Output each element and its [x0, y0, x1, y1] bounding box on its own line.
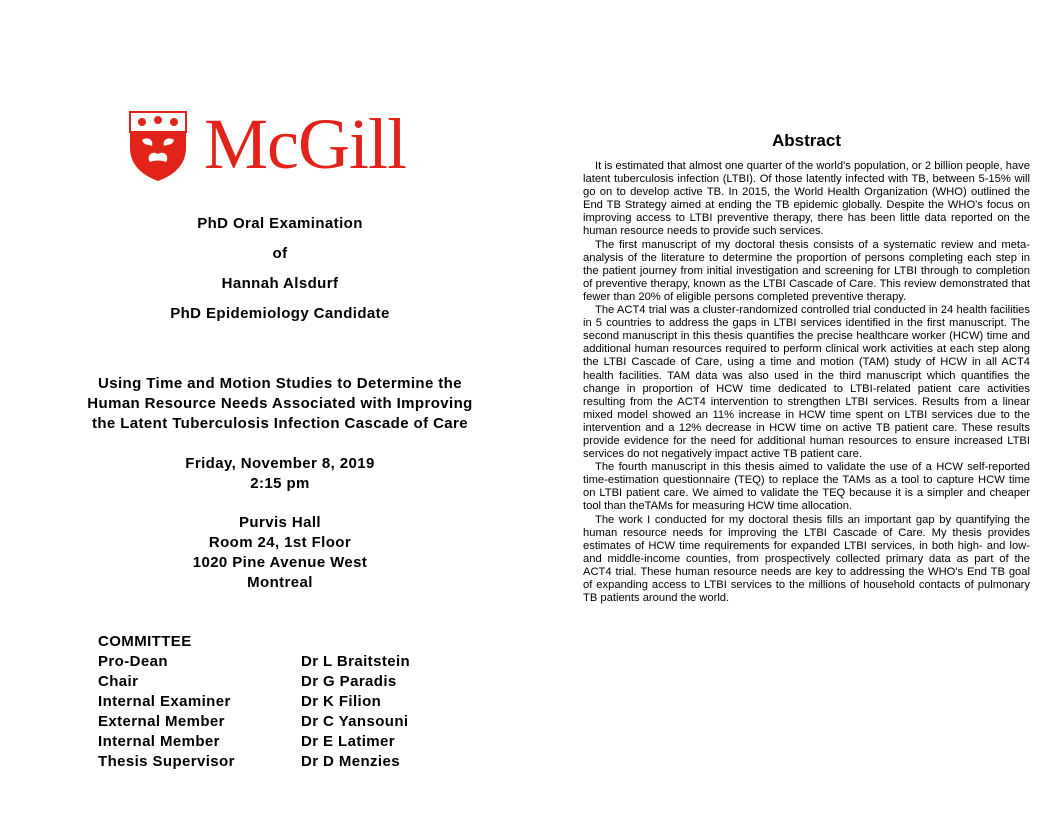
- committee-row: [98, 752, 458, 772]
- abstract-paragraph: The ACT4 trial was a cluster-randomized controlled trial conducted in 24 health facilities in 5 countries to address the gaps in LTBI services identified in the first manuscript. The second manuscript in this thesis quantifies the precise healthcare worker (HCW) time and additional human resources required to perform clinical work activities at each step along the LTBI Cascade of Care, using a time and motion (TAM) study of HCW in all ACT4 health facilities. TAM data was also used in the third manuscript which quantifies the change in proportion of HCW time dedicated to LTBI-related patient care activities resulting from the ACT4 intervention to strengthen LTBI services. Results from a linear mixed model showed an 11% increase in HCW time spent on LTBI services due to the intervention and a 12% decrease in HCW time on active TB patient care. These results provide evidence for the need for additional human resources to ensure increased LTBI services do not negatively impact active TB patient care.: [583, 304, 1030, 461]
- committee-list: [98, 632, 458, 772]
- exam-title: PhD Oral Examination: [197, 215, 363, 232]
- candidate-name: Hannah Alsdurf: [221, 275, 339, 292]
- committee-name: Dr G Paradis: [301, 673, 397, 690]
- mcgill-crest-icon: [128, 110, 188, 182]
- candidate-program: PhD Epidemiology Candidate: [170, 305, 390, 322]
- location-line: Room 24, 1st Floor: [208, 534, 352, 551]
- committee-row: [98, 732, 458, 752]
- mcgill-logo: [128, 104, 438, 184]
- committee-role: Internal Member: [98, 733, 220, 750]
- committee-row: [98, 692, 458, 712]
- exam-time: 2:15 pm: [250, 475, 310, 492]
- abstract-paragraph: The first manuscript of my doctoral thesis consists of a systematic review and meta-analysis of the literature to determine the proportion of persons completing each step in the patient journey from initial investigation and screening for LTBI through to completion of preventive therapy, known as the LTBI Cascade of Care. This review demonstrated that fewer than 20% of eligible persons completed preventive therapy.: [583, 238, 1030, 303]
- exam-of: of: [272, 245, 288, 262]
- thesis-title-line: the Latent Tuberculosis Infection Cascade of Care: [91, 415, 469, 432]
- location-line: Purvis Hall: [239, 514, 321, 531]
- committee-name: Dr K Filion: [301, 693, 382, 710]
- committee-name: Dr L Braitstein: [301, 653, 411, 670]
- abstract-paragraph: The work I conducted for my doctoral thesis fills an important gap by quantifying the human resource needs for improving the LTBI Cascade of Care. My thesis provides estimates of HCW time requirements for expanded LTBI services, in both high- and low-and middle-income counties, from prospectively collected primary data as part of the ACT4 trial. These human resource needs are key to addressing the WHO's End TB goal of expanding access to LTBI services to the millions of household contacts of pulmonary TB patients around the world.: [583, 513, 1030, 605]
- committee-row: [98, 652, 458, 672]
- committee-role: Internal Examiner: [98, 693, 231, 710]
- abstract-paragraph: It is estimated that almost one quarter of the world's population, or 2 billion people, have latent tuberculosis infection (LTBI). Of those latently infected with TB, between 5-15% will go on to develop active TB. In 2015, the World Health Organization (WHO) outlined the End TB Strategy aimed at ending the TB epidemic globally. Despite the WHO's focus on improving access to LTBI preventive therapy, there has been little data reported on the human resource needs to provide such services.: [583, 160, 1030, 238]
- committee-name: Dr E Latimer: [301, 733, 395, 750]
- committee-heading: COMMITTEE: [98, 633, 192, 650]
- committee-name: Dr C Yansouni: [301, 713, 409, 730]
- location-line: 1020 Pine Avenue West: [192, 554, 368, 571]
- committee-role: Pro-Dean: [98, 653, 168, 670]
- abstract-title: Abstract: [772, 131, 841, 150]
- abstract-paragraph: The fourth manuscript in this thesis aimed to validate the use of a HCW self-reported time-estimation questionnaire (TEQ) to replace the TAMs as a tool to capture HCW time on LTBI patient care. We aimed to validate the TEQ because it is a simpler and cheaper tool than theTAMs for measuring HCW time allocation.: [583, 461, 1030, 513]
- committee-row: [98, 672, 458, 692]
- committee-name: Dr D Menzies: [301, 753, 400, 770]
- thesis-title-line: Using Time and Motion Studies to Determine the: [98, 375, 462, 392]
- location-line: Montreal: [247, 574, 313, 591]
- exam-date: Friday, November 8, 2019: [185, 455, 375, 472]
- committee-role: External Member: [98, 713, 225, 730]
- abstract-section: [583, 130, 1030, 605]
- committee-role: Thesis Supervisor: [98, 753, 235, 770]
- thesis-title-line: Human Resource Needs Associated with Improving: [87, 395, 473, 412]
- committee-role: Chair: [98, 673, 139, 690]
- committee-row: [98, 712, 458, 732]
- mcgill-wordmark: McGill: [204, 104, 406, 184]
